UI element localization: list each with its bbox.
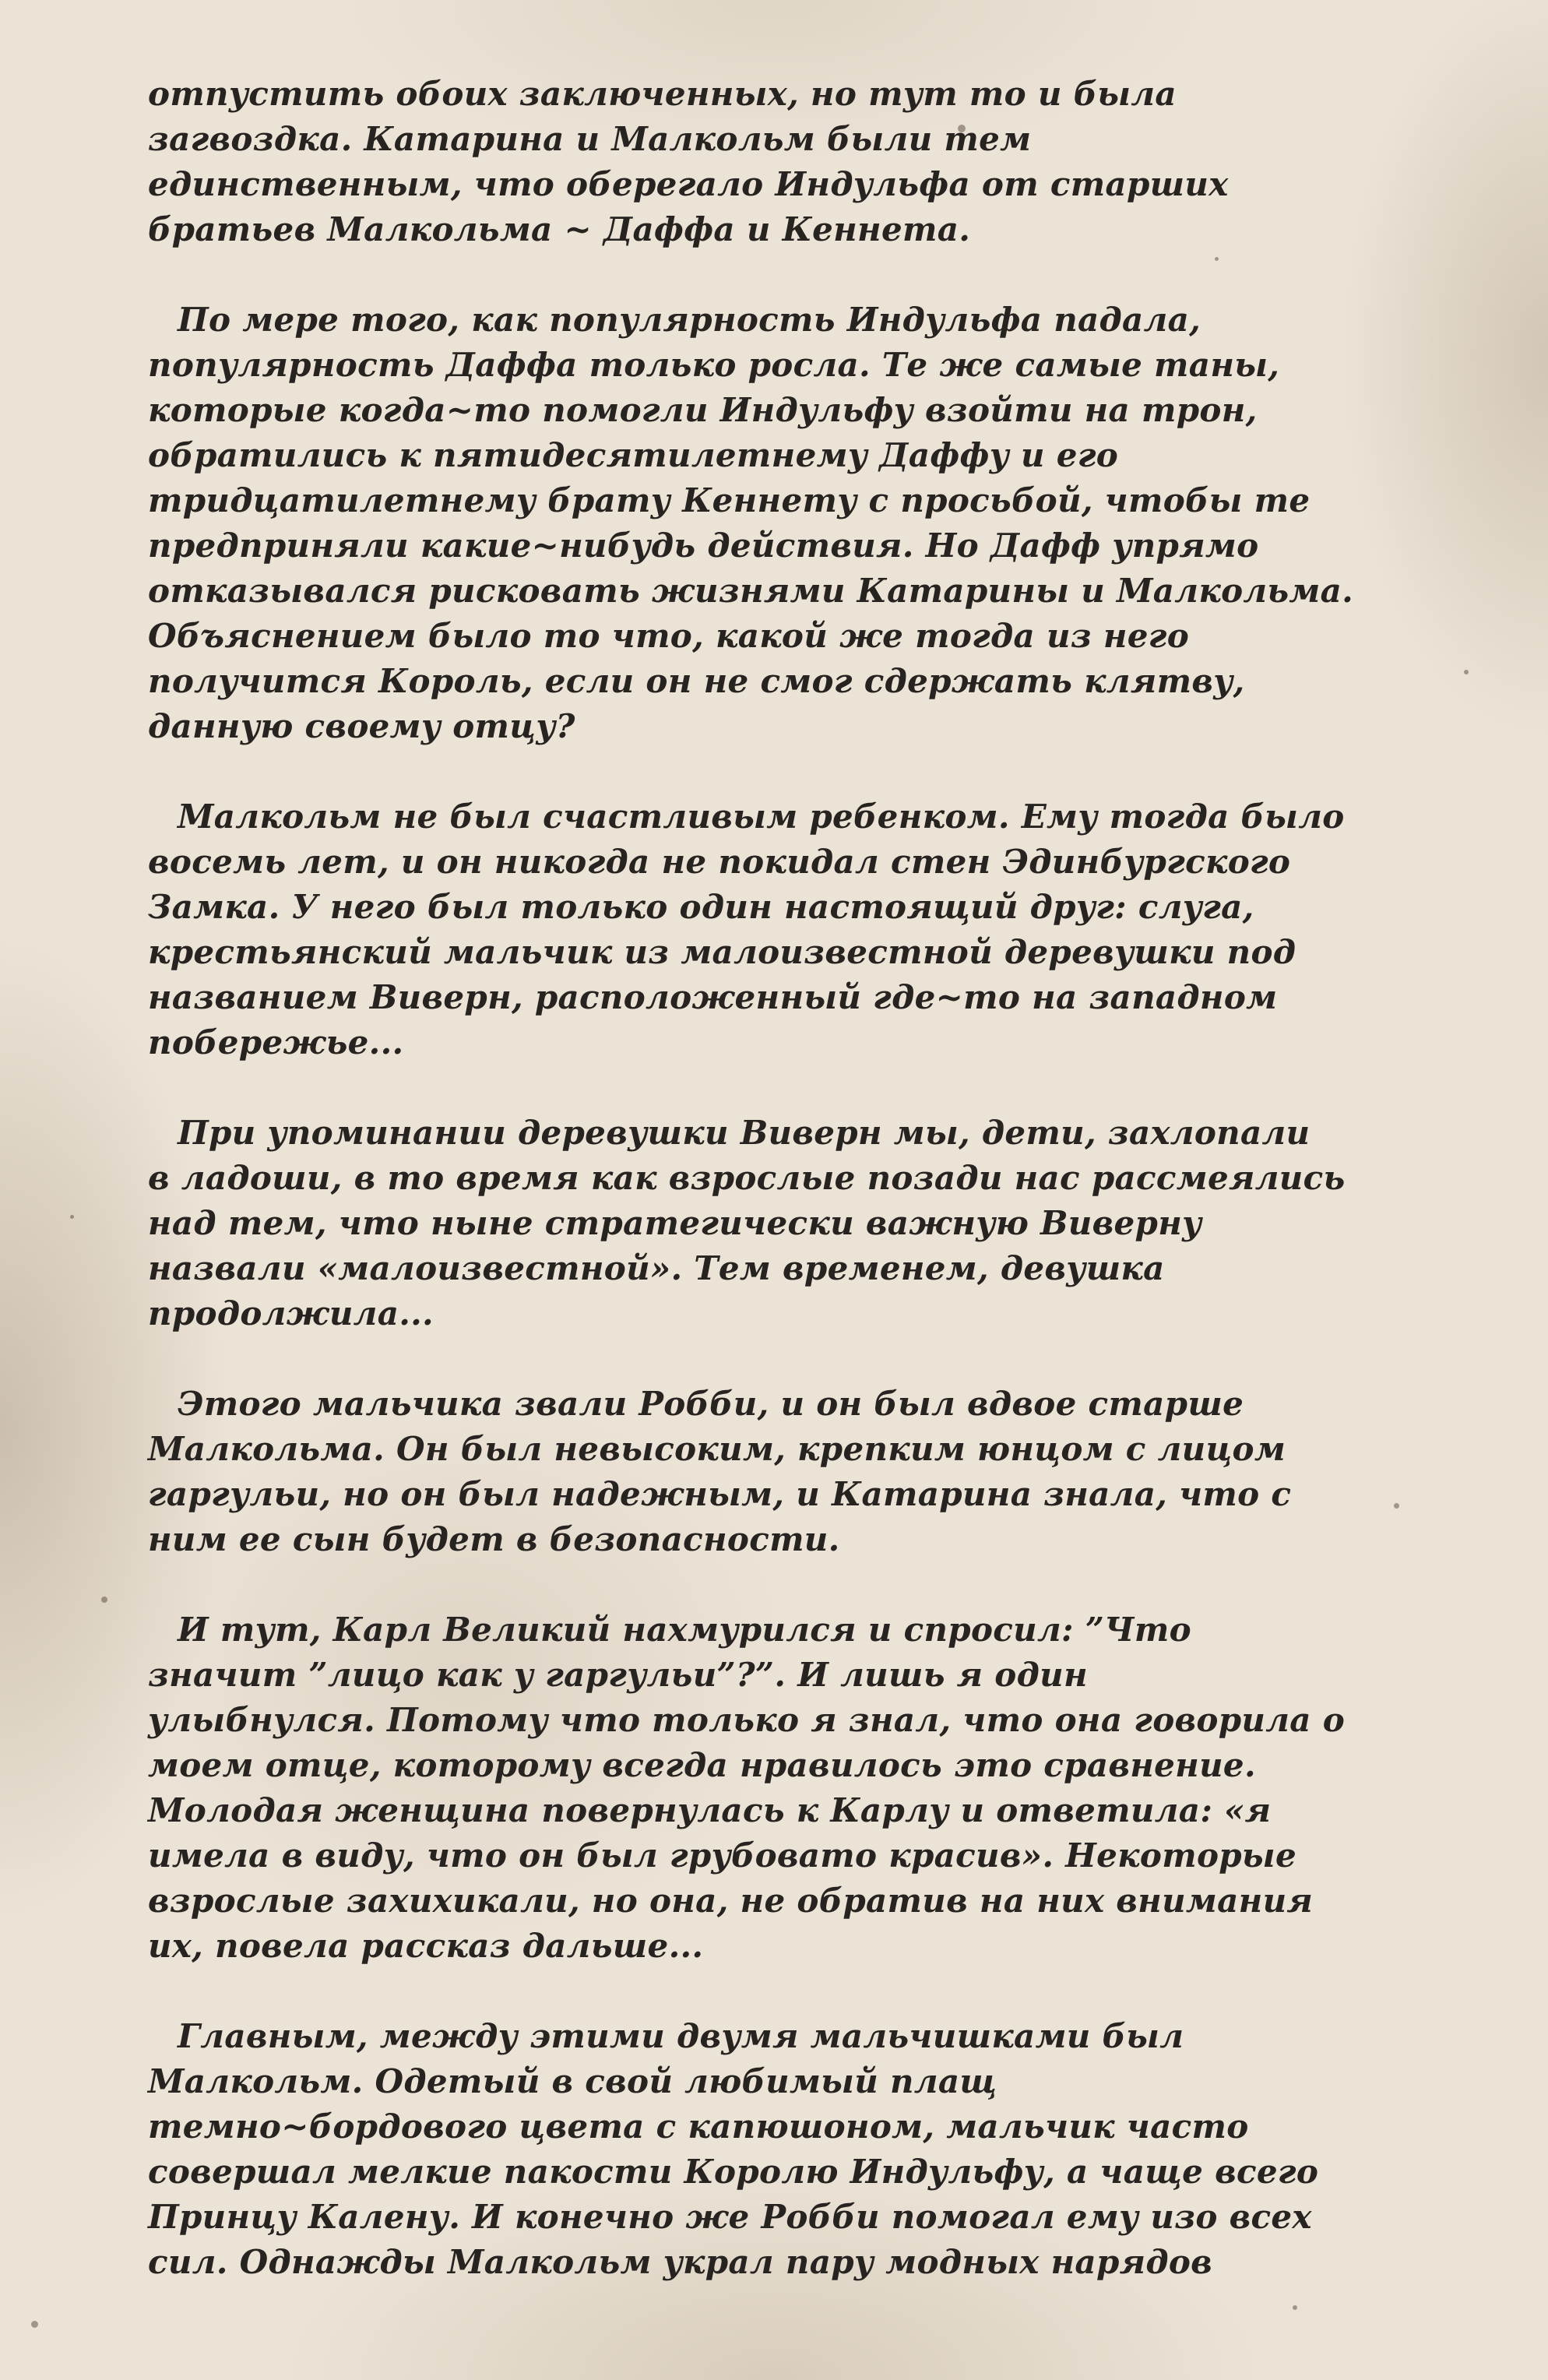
text-line: тридцатилетнему брату Кеннету с просьбой, чтобы те xyxy=(148,481,1311,519)
text-line: крестьянский мальчик из малоизвестной деревушки под xyxy=(148,933,1296,971)
text-line: получится Король, если он не смог сдержать клятву, xyxy=(148,662,1245,700)
text-line: продолжила... xyxy=(148,1294,434,1333)
document-page xyxy=(148,72,1425,2330)
paper-speck xyxy=(70,1215,74,1219)
text-line: совершал мелкие пакости Королю Индульфу, а чаще всего xyxy=(148,2153,1319,2191)
text-line: значит ”лицо как у гаргульи”?”. И лишь я один xyxy=(148,1656,1088,1694)
text-line: гаргульи, но он был надежным, и Катарина знала, что с xyxy=(148,1475,1292,1513)
text-line: в ладоши, в то время как взрослые позади нас рассмеялись xyxy=(148,1159,1346,1197)
text-line: предприняли какие~нибудь действия. Но Дафф упрямо xyxy=(148,526,1259,565)
text-line: Этого мальчика звали Робби, и он был вдвое старше xyxy=(178,1385,1244,1423)
text-line: отпустить обоих заключенных, но тут то и была xyxy=(148,75,1177,113)
paragraph-2 xyxy=(148,298,1425,749)
text-line: названием Виверн, расположенный где~то на западном xyxy=(148,978,1278,1016)
text-line: восемь лет, и он никогда не покидал стен Эдинбургского xyxy=(148,843,1291,881)
paragraph-1 xyxy=(148,72,1425,252)
text-line: При упоминании деревушки Виверн мы, дети, захлопали xyxy=(178,1114,1311,1152)
text-line: Замка. У него был только один настоящий друг: слуга, xyxy=(148,888,1254,926)
paper-speck xyxy=(1464,670,1469,674)
text-line: братьев Малкольма ~ Даффа и Кеннета. xyxy=(148,210,971,248)
text-line: По мере того, как популярность Индульфа падала, xyxy=(178,301,1201,339)
text-line: Малкольма. Он был невысоким, крепким юнцом с лицом xyxy=(148,1430,1286,1468)
text-line: Главным, между этими двумя мальчишками был xyxy=(178,2017,1184,2055)
paragraph-6 xyxy=(148,1607,1425,1969)
paper-speck xyxy=(1293,2305,1297,2310)
paper-speck xyxy=(101,1597,107,1603)
paper-speck xyxy=(958,125,966,132)
text-line: их, повела рассказ дальше... xyxy=(148,1927,704,1965)
text-line: отказывался рисковать жизнями Катарины и Малкольма. xyxy=(148,572,1354,610)
text-line: популярность Даффа только росла. Те же самые таны, xyxy=(148,346,1280,384)
text-line: Объяснением было то что, какой же тогда из него xyxy=(148,617,1190,655)
text-line: данную своему отцу? xyxy=(148,707,575,745)
text-line: моем отце, которому всегда нравилось это сравнение. xyxy=(148,1746,1256,1784)
text-line: над тем, что ныне стратегически важную Виверну xyxy=(148,1204,1202,1242)
text-line: которые когда~то помогли Индульфу взойти на трон, xyxy=(148,391,1258,429)
text-line: улыбнулся. Потому что только я знал, что она говорила о xyxy=(148,1701,1346,1739)
paragraph-5 xyxy=(148,1382,1425,1562)
paper-speck xyxy=(31,2321,38,2328)
text-line: загвоздка. Катарина и Малкольм были тем xyxy=(148,120,1032,158)
text-line: Молодая женщина повернулась к Карлу и ответила: «я xyxy=(148,1791,1272,1829)
text-line: Малкольм не был счастливым ребенком. Ему тогда было xyxy=(178,797,1345,836)
text-line: Принцу Калену. И конечно же Робби помогал ему изо всех xyxy=(148,2198,1312,2236)
paper-speck xyxy=(1394,1503,1399,1509)
text-line: И тут, Карл Великий нахмурился и спросил: ”Что xyxy=(178,1611,1191,1649)
paragraph-3 xyxy=(148,794,1425,1065)
text-line: Малкольм. Одетый в свой любимый плащ xyxy=(148,2062,997,2100)
text-line: назвали «малоизвестной». Тем временем, девушка xyxy=(148,1249,1165,1287)
text-line: имела в виду, что он был грубовато красив». Некоторые xyxy=(148,1836,1296,1875)
paragraph-7 xyxy=(148,2014,1425,2285)
paper-speck xyxy=(1215,257,1219,261)
text-line: взрослые захихикали, но она, не обратив на них внимания xyxy=(148,1882,1314,1920)
text-line: сил. Однажды Малкольм украл пару модных нарядов xyxy=(148,2243,1213,2281)
paragraph-4 xyxy=(148,1111,1425,1336)
text-line: темно~бордового цвета с капюшоном, мальчик часто xyxy=(148,2107,1249,2146)
text-line: единственным, что оберегало Индульфа от старших xyxy=(148,165,1229,203)
text-line: побережье... xyxy=(148,1023,404,1061)
text-line: ним ее сын будет в безопасности. xyxy=(148,1520,840,1558)
text-line: обратились к пятидесятилетнему Даффу и его xyxy=(148,436,1119,474)
